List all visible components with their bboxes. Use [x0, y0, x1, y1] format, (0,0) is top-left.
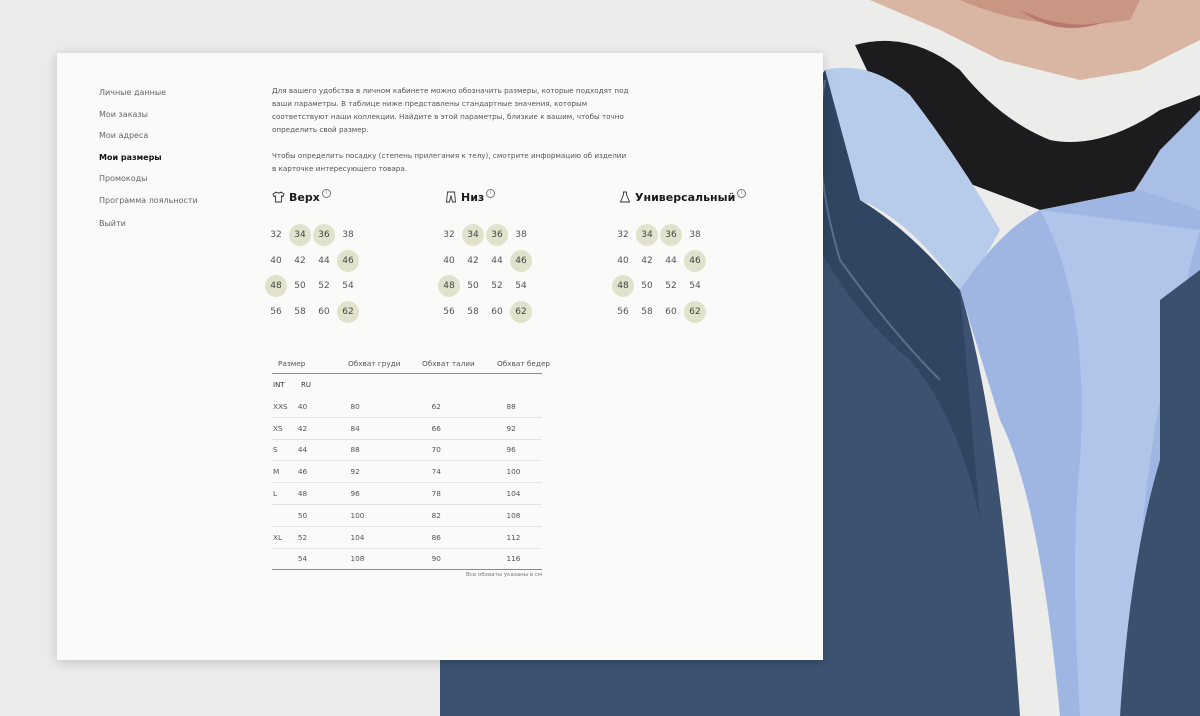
header-size: Размер	[278, 358, 306, 368]
table-cell: 46	[297, 467, 308, 477]
account-sidebar	[99, 87, 249, 240]
size-chip[interactable]: 50	[294, 281, 306, 291]
size-chip[interactable]: 36	[660, 224, 682, 246]
table-cell: 96	[350, 489, 360, 499]
table-cell: XL	[273, 532, 283, 542]
size-chip[interactable]: 52	[665, 281, 677, 291]
size-chip[interactable]: 48	[612, 275, 634, 297]
table-row	[272, 527, 542, 549]
pants-icon	[445, 191, 457, 203]
table-cell: M	[273, 467, 280, 477]
category-universal-title: Универсальный	[635, 190, 736, 204]
table-cell: 48	[297, 489, 308, 499]
size-grid-top	[265, 224, 375, 326]
table-header	[272, 353, 551, 374]
size-chip[interactable]: 58	[294, 306, 306, 317]
size-grid-bottom	[438, 224, 548, 326]
size-chip[interactable]: 54	[515, 281, 527, 291]
table-cell: 88	[506, 401, 516, 411]
table-subheader	[272, 374, 542, 396]
size-chip[interactable]: 56	[617, 306, 629, 317]
table-cell: 92	[350, 467, 360, 477]
table-row	[272, 549, 542, 571]
intro-paragraph-1: Для вашего удобства в личном кабинете можно обозначить размеры, которые подходят под ваши параметры. В таблице ниже представлены стандартные значения, которым соответствуют наши коллекции. Найдите в этой параметры, близкие к вашим, чтобы точно определить свой размер.	[272, 86, 629, 134]
table-cell: XS	[273, 423, 283, 433]
tshirt-icon	[272, 191, 285, 203]
size-chip[interactable]: 52	[491, 281, 503, 291]
size-chip[interactable]: 32	[270, 230, 282, 240]
table-cell: 42	[297, 423, 308, 433]
category-top	[270, 188, 422, 317]
table-cell: 54	[297, 554, 308, 564]
table-row	[272, 396, 542, 418]
size-chip[interactable]: 42	[467, 255, 479, 266]
size-chip[interactable]: 40	[443, 255, 455, 266]
size-chip[interactable]: 46	[510, 250, 532, 272]
sidebar-item[interactable]: Мои заказы	[99, 109, 148, 119]
table-row	[272, 505, 542, 527]
intro-paragraph-2: Чтобы определить посадку (степень прилегания к телу), смотрите информацию об изделии в карточке интересующего товара.	[272, 151, 627, 173]
size-chip[interactable]: 34	[289, 224, 311, 246]
table-cell: 62	[431, 401, 441, 411]
sidebar-item[interactable]: Мои размеры	[99, 152, 162, 162]
size-chip[interactable]: 42	[294, 255, 306, 266]
table-row	[272, 483, 542, 505]
size-chip[interactable]: 50	[641, 281, 653, 291]
table-cell: 104	[506, 489, 521, 499]
table-cell: 112	[506, 532, 521, 542]
size-chip[interactable]: 46	[684, 250, 706, 272]
sidebar-item[interactable]: Личные данные	[99, 88, 167, 97]
table-cell: 88	[350, 445, 360, 455]
size-chip[interactable]: 62	[337, 301, 359, 323]
category-bottom	[443, 188, 595, 317]
table-note: Все обхваты указаны в см	[466, 572, 542, 578]
size-chip[interactable]: 34	[462, 224, 484, 246]
table-cell: 84	[350, 423, 360, 433]
size-chip[interactable]: 34	[636, 224, 658, 246]
table-cell: 96	[506, 445, 516, 455]
category-bottom-title: Низ	[461, 190, 485, 204]
table-row	[272, 461, 542, 483]
table-cell: 74	[431, 467, 441, 477]
table-row	[272, 440, 542, 462]
size-table	[272, 353, 551, 570]
size-chip[interactable]: 56	[443, 306, 455, 317]
size-chip[interactable]: 54	[342, 281, 354, 291]
size-chip[interactable]: 52	[318, 281, 330, 291]
subheader-ru: RU	[301, 381, 311, 389]
table-cell: 78	[431, 489, 441, 499]
size-chip[interactable]: 36	[313, 224, 335, 246]
size-chip[interactable]: 32	[617, 230, 629, 240]
table-cell: 82	[431, 510, 441, 520]
table-cell: L	[273, 489, 278, 499]
size-chip[interactable]: 46	[337, 250, 359, 272]
size-chip[interactable]: 48	[265, 275, 287, 297]
table-cell: 100	[350, 510, 365, 520]
size-chip[interactable]: 58	[467, 306, 479, 317]
table-cell: 66	[431, 423, 441, 433]
size-chip[interactable]: 48	[438, 275, 460, 297]
header-hips: Обхват бедер	[497, 358, 551, 368]
size-chip[interactable]: 40	[270, 255, 282, 266]
size-chip[interactable]: 62	[510, 301, 532, 323]
header-chest: Обхват груди	[348, 358, 401, 368]
info-icon[interactable]: i	[322, 189, 331, 198]
size-chip[interactable]: 44	[665, 255, 677, 266]
size-chip[interactable]: 50	[467, 281, 479, 291]
sidebar-item[interactable]: Программа лояльности	[99, 195, 198, 205]
size-chip[interactable]: 38	[515, 230, 527, 240]
sidebar-item[interactable]: Промокоды	[99, 174, 148, 183]
info-icon[interactable]: i	[486, 189, 495, 198]
table-cell: 80	[350, 401, 360, 411]
table-body	[272, 396, 542, 570]
size-chip[interactable]: 60	[318, 306, 330, 317]
table-cell: 44	[297, 445, 308, 455]
table-cell: S	[273, 445, 278, 455]
sidebar-item[interactable]: Мои адреса	[99, 131, 149, 140]
table-cell: 108	[506, 510, 521, 520]
logout-link[interactable]: Выйти	[99, 219, 126, 228]
category-top-title: Верх	[289, 190, 320, 204]
category-universal	[617, 188, 769, 317]
size-chip[interactable]: 38	[342, 230, 354, 240]
table-cell: XXS	[273, 401, 288, 411]
sizes-card	[57, 53, 823, 660]
table-cell: 52	[297, 532, 308, 542]
table-cell: 100	[506, 467, 521, 477]
table-cell: 108	[350, 554, 365, 564]
size-chip[interactable]: 56	[270, 306, 282, 317]
table-row	[272, 418, 542, 440]
dress-icon	[619, 191, 631, 203]
size-chip[interactable]: 32	[443, 230, 455, 240]
table-cell: 70	[431, 445, 441, 455]
table-cell: 40	[297, 401, 308, 411]
size-chip[interactable]: 60	[491, 306, 503, 317]
size-chip[interactable]: 44	[318, 255, 330, 266]
intro-text	[272, 84, 632, 188]
size-chip[interactable]: 58	[641, 306, 653, 317]
info-icon[interactable]: i	[737, 189, 746, 198]
table-cell: 86	[431, 532, 441, 542]
size-chip[interactable]: 44	[491, 255, 503, 266]
size-chip[interactable]: 36	[486, 224, 508, 246]
subheader-int: INT	[273, 381, 285, 389]
size-chip[interactable]: 62	[684, 301, 706, 323]
header-waist: Обхват талии	[422, 358, 475, 368]
size-chip[interactable]: 60	[665, 306, 677, 317]
size-chip[interactable]: 42	[641, 255, 653, 266]
table-cell: 92	[506, 423, 516, 433]
table-cell: 50	[297, 510, 308, 520]
table-cell: 90	[431, 554, 441, 564]
table-cell: 104	[350, 532, 365, 542]
size-chip[interactable]: 38	[689, 230, 701, 240]
size-chip[interactable]: 54	[689, 281, 701, 291]
table-cell: 116	[506, 554, 521, 564]
size-grid-universal	[612, 224, 722, 326]
size-chip[interactable]: 40	[617, 255, 629, 266]
